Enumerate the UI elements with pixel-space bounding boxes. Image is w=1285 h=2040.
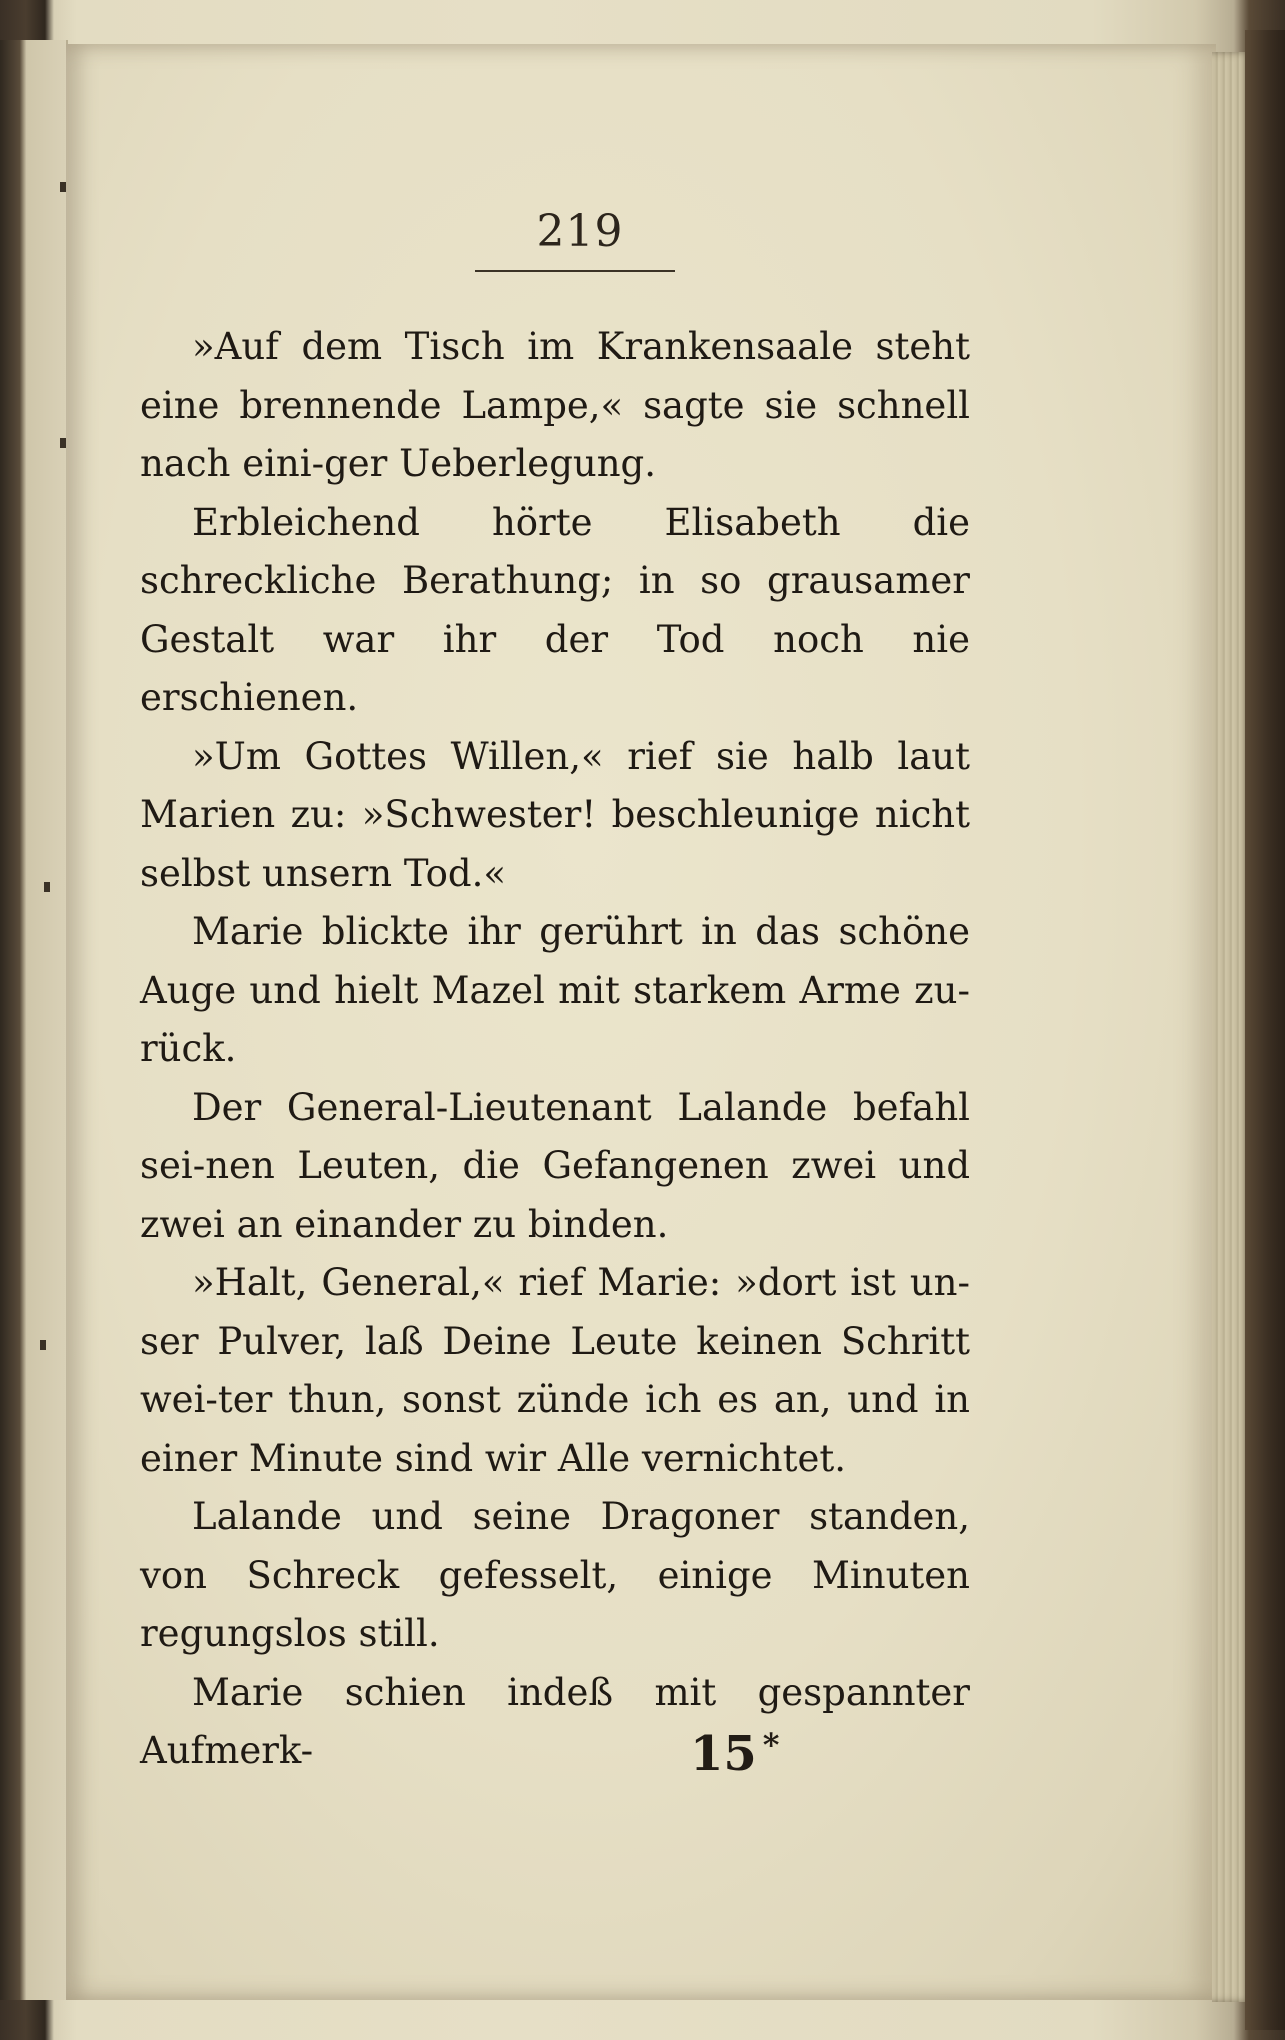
paragraph: Marie blickte ihr gerührt in das schöne Auge und hielt Mazel mit starkem Arme zu-rück. xyxy=(140,910,970,1070)
header-rule xyxy=(475,270,675,272)
signature-mark xyxy=(690,1726,810,1782)
paragraph: »Auf dem Tisch im Krankensaale steht eine brennende Lampe,« sagte sie schnell nach eini-ger Ueberlegung. xyxy=(140,325,970,485)
signature-number: 15 xyxy=(690,1726,757,1782)
previous-page-edge xyxy=(0,40,68,2000)
paragraph: Erbleichend hörte Elisabeth die schreckliche Berathung; in so grausamer Gestalt war ihr der Tod noch nie erschienen. xyxy=(140,500,970,719)
binding-mark xyxy=(60,182,66,192)
paragraph: Marie schien indeß mit gespannter Aufmerk- xyxy=(140,1670,970,1772)
signature-star: * xyxy=(762,1726,780,1764)
page-number: 219 xyxy=(536,206,624,257)
paragraph: »Halt, General,« rief Marie: »dort ist un-ser Pulver, laß Deine Leute keinen Schritt wei-ter thun, sonst zünde ich es an, und in einer Minute sind wir Alle vernichtet. xyxy=(140,1261,970,1480)
body-text xyxy=(140,318,970,1781)
paragraph: Der General-Lieutenant Lalande befahl sei-nen Leuten, die Gefangenen zwei und zwei an einander zu binden. xyxy=(140,1085,970,1246)
paragraph: »Um Gottes Willen,« rief sie halb laut Marien zu: »Schwester! beschleunige nicht selbst unsern Tod.« xyxy=(140,734,970,895)
binding-mark xyxy=(60,438,66,448)
paragraph: Lalande und seine Dragoner standen, von Schreck gefesselt, einige Minuten regungslos still. xyxy=(140,1495,970,1655)
binding-mark xyxy=(40,1340,46,1350)
binding-mark xyxy=(44,882,50,892)
book-cover-edge xyxy=(1245,30,1285,2030)
